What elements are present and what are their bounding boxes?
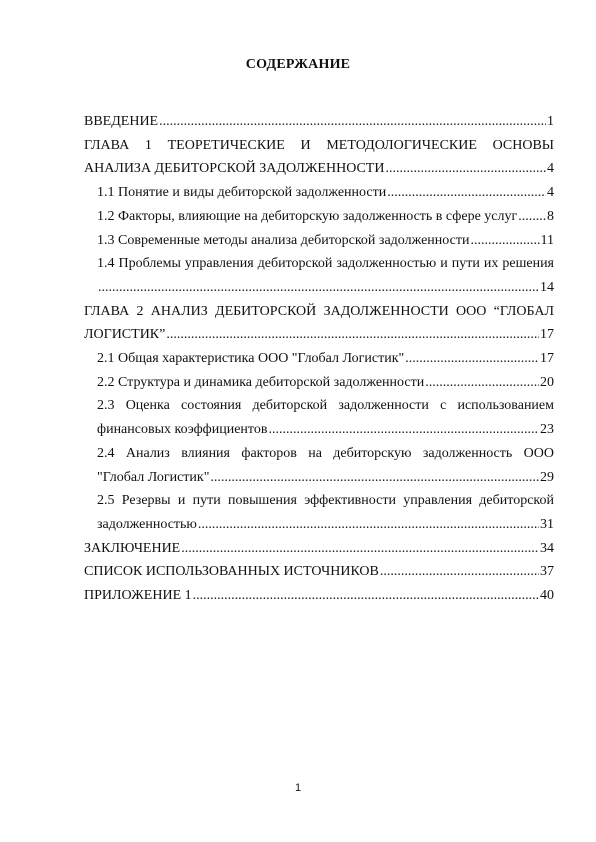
toc-entry-text: "Глобал Логистик" xyxy=(97,469,210,485)
toc-entry-text: 1.1 Понятие и виды дебиторской задолженности xyxy=(97,185,387,201)
toc-leader-dots xyxy=(405,347,539,371)
toc-leader-dots xyxy=(210,466,539,490)
toc-entry-2-5-line1: 2.5 Резервы и пути повышения эффективности управления дебиторской xyxy=(97,493,554,509)
toc-entry-conclusion xyxy=(84,537,554,561)
table-of-contents xyxy=(84,110,554,608)
toc-entry-2-4-line2 xyxy=(84,466,554,490)
toc-entry-text: ЛОГИСТИК” xyxy=(84,327,166,343)
toc-entry-text: 1.3 Современные методы анализа дебиторской задолженности xyxy=(97,232,470,248)
toc-page-number: 37 xyxy=(540,564,554,580)
toc-entry-chapter2-line1: ГЛАВА 2 АНАЛИЗ ДЕБИТОРСКОЙ ЗАДОЛЖЕННОСТИ ООО “ГЛОБАЛ xyxy=(84,303,554,319)
toc-leader-dots xyxy=(385,157,546,181)
toc-entry-text: 1.2 Факторы, влияющие на дебиторскую задолженность в сфере услуг xyxy=(97,208,518,224)
toc-entry-chapter1-line2 xyxy=(84,157,554,181)
toc-entry-text: ЗАКЛЮЧЕНИЕ xyxy=(84,540,181,556)
toc-page-number: 29 xyxy=(540,469,554,485)
toc-page-number: 11 xyxy=(540,232,554,248)
toc-entry-text: 2.1 Общая характеристика ООО "Глобал Логистик" xyxy=(97,351,405,367)
toc-entry-2-4-line1: 2.4 Анализ влияния факторов на дебиторскую задолженность ООО xyxy=(97,445,554,461)
toc-leader-dots xyxy=(470,229,539,253)
toc-entry-text: финансовых коэффициентов xyxy=(97,422,268,438)
toc-leader-dots xyxy=(159,110,546,134)
toc-entry-text: СПИСОК ИСПОЛЬЗОВАННЫХ ИСТОЧНИКОВ xyxy=(84,564,379,580)
toc-entry-appendix xyxy=(84,584,554,608)
toc-entry-text: 2.2 Структура и динамика дебиторской задолженности xyxy=(97,374,425,390)
toc-entry-text: АНАЛИЗА ДЕБИТОРСКОЙ ЗАДОЛЖЕННОСТИ xyxy=(84,161,385,177)
toc-leader-dots xyxy=(380,560,539,584)
toc-page-number: 14 xyxy=(540,279,554,295)
toc-entry-intro xyxy=(84,110,554,134)
toc-entry-2-3-line1: 2.3 Оценка состояния дебиторской задолженности с использованием xyxy=(97,398,554,414)
toc-page-number: 8 xyxy=(547,208,554,224)
toc-leader-dots xyxy=(166,323,539,347)
toc-entry-text: ПРИЛОЖЕНИЕ 1 xyxy=(84,588,192,604)
toc-leader-dots xyxy=(387,181,546,205)
toc-entry-chapter1-line1: ГЛАВА 1 ТЕОРЕТИЧЕСКИЕ И МЕТОДОЛОГИЧЕСКИЕ ОСНОВЫ xyxy=(84,137,554,153)
toc-page-number: 20 xyxy=(540,374,554,390)
toc-entry-chapter2-line2 xyxy=(84,323,554,347)
toc-entry-1-1 xyxy=(84,181,554,205)
toc-leader-dots xyxy=(181,537,539,561)
toc-entry-2-1 xyxy=(84,347,554,371)
toc-leader-dots xyxy=(425,371,539,395)
toc-page-number: 23 xyxy=(540,422,554,438)
toc-entry-text: задолженностью xyxy=(97,516,197,532)
page-title: СОДЕРЖАНИЕ xyxy=(245,57,351,72)
toc-leader-dots xyxy=(193,584,539,608)
toc-entry-sources xyxy=(84,560,554,584)
toc-entry-2-5-line2 xyxy=(84,513,554,537)
toc-entry-1-3 xyxy=(84,229,554,253)
toc-page-number: 1 xyxy=(547,114,554,129)
toc-page-number: 4 xyxy=(547,185,554,201)
toc-entry-1-4-line2 xyxy=(84,276,554,300)
toc-leader-dots xyxy=(98,276,539,300)
toc-page-number: 40 xyxy=(540,588,554,604)
toc-page-number: 17 xyxy=(540,351,554,367)
page-number-footer: 1 xyxy=(294,782,302,794)
toc-entry-1-2 xyxy=(84,205,554,229)
toc-leader-dots xyxy=(518,205,546,229)
toc-leader-dots xyxy=(198,513,539,537)
toc-page-number: 17 xyxy=(540,327,554,343)
toc-entry-text: ВВЕДЕНИЕ xyxy=(84,114,159,129)
toc-page-number: 4 xyxy=(547,161,554,177)
toc-page-number: 34 xyxy=(540,540,554,556)
toc-entry-2-2 xyxy=(84,371,554,395)
toc-entry-1-4-line1: 1.4 Проблемы управления дебиторской задолженностью и пути их решения xyxy=(97,256,554,272)
toc-leader-dots xyxy=(268,418,539,442)
toc-entry-2-3-line2 xyxy=(84,418,554,442)
toc-page-number: 31 xyxy=(540,516,554,532)
